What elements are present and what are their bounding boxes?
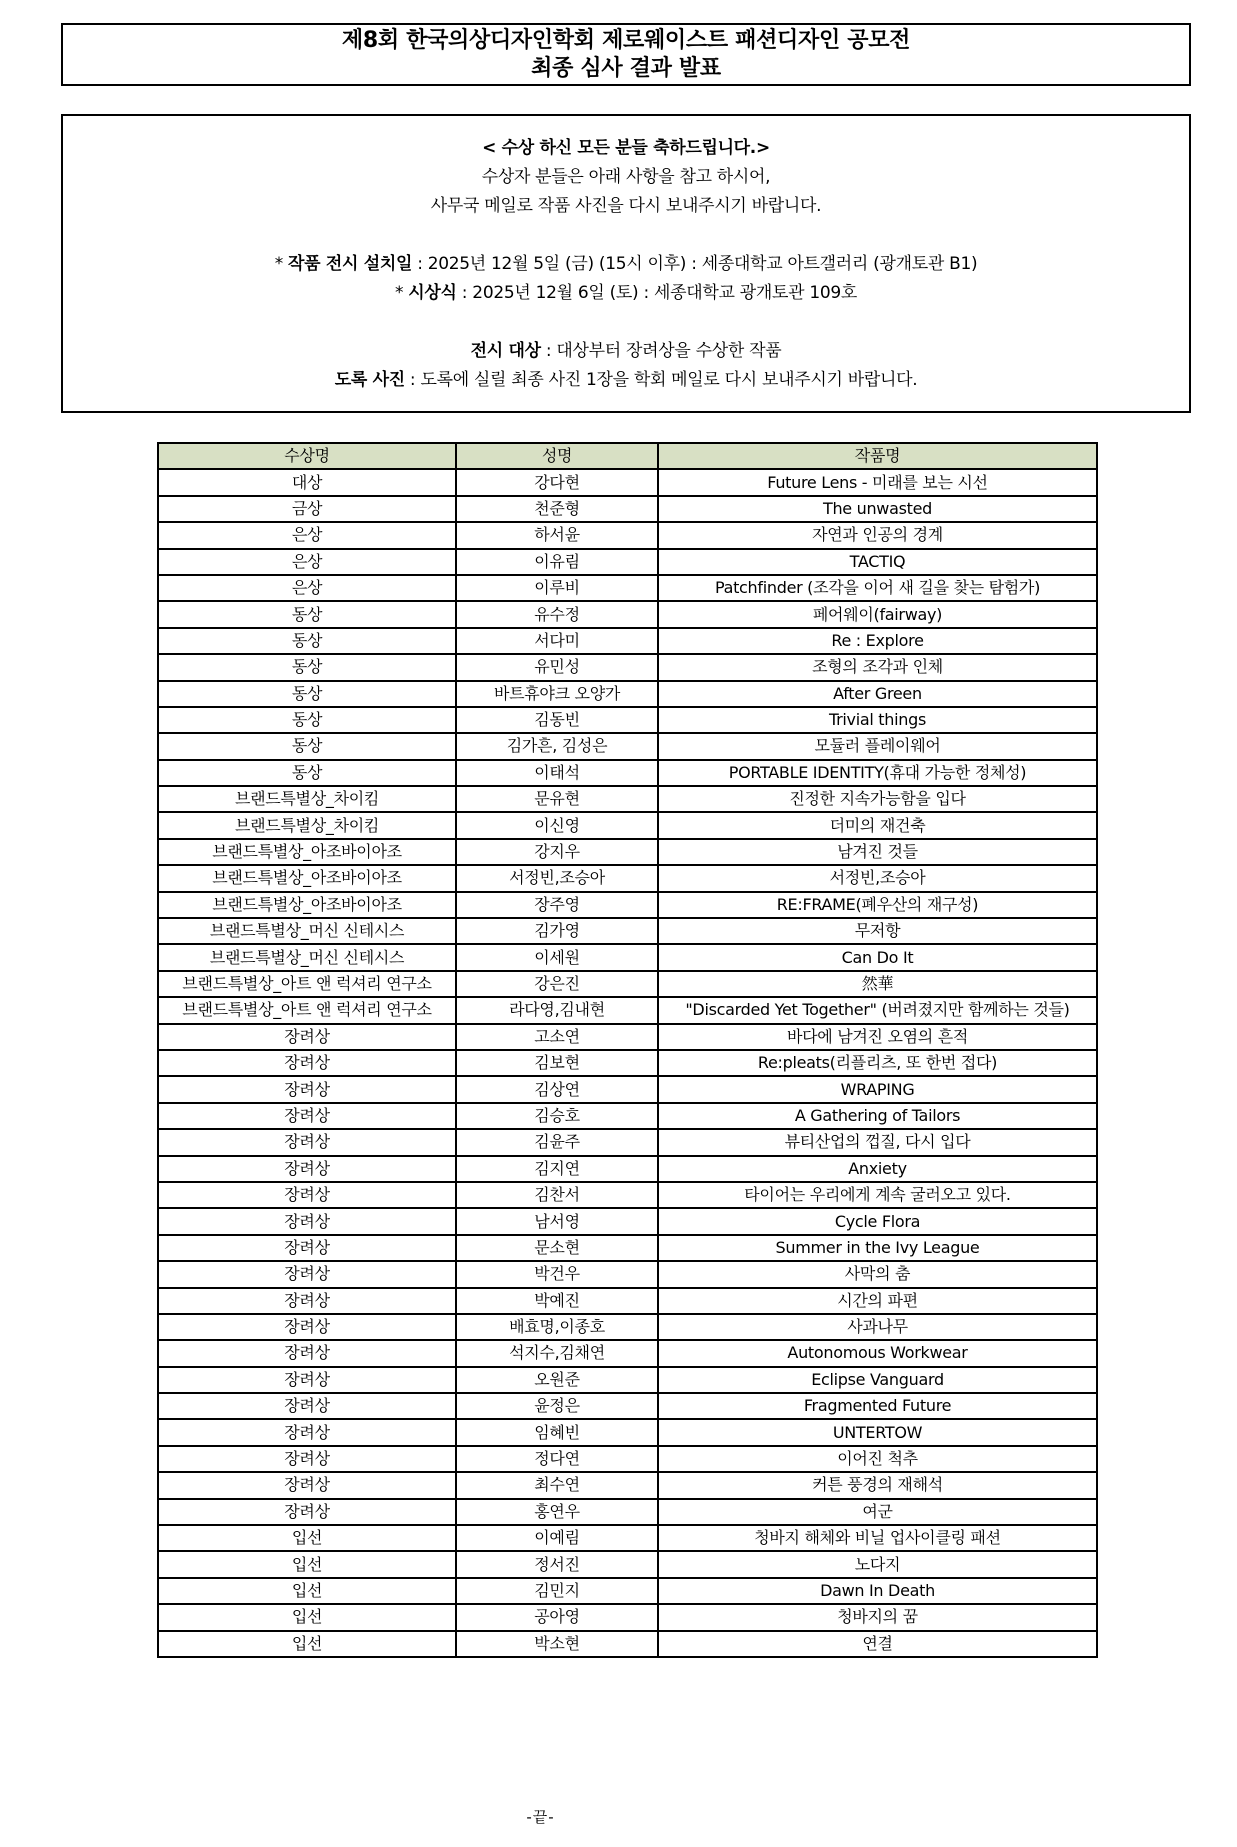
congrats-heading: < 수상 하신 모든 분들 축하드립니다.> (482, 138, 770, 158)
table-row (158, 628, 1097, 654)
award-cell: 브랜드특별상_아조바이아조 (158, 892, 456, 918)
name-cell: 이신영 (456, 812, 658, 838)
name-cell: 김승호 (456, 1103, 658, 1129)
table-row (158, 1076, 1097, 1102)
award-cell: 브랜드특별상_아트 앤 럭셔리 연구소 (158, 997, 456, 1023)
work-title-cell: Cycle Flora (658, 1208, 1097, 1234)
exhibit-target-value: : 대상부터 장려상을 수상한 작품 (540, 341, 782, 361)
work-title-cell: 사막의 춤 (658, 1261, 1097, 1287)
award-cell: 장려상 (158, 1024, 456, 1050)
table-row (158, 786, 1097, 812)
table-row (158, 733, 1097, 759)
award-cell: 장려상 (158, 1182, 456, 1208)
award-cell: 동상 (158, 733, 456, 759)
work-title-cell: PORTABLE IDENTITY(휴대 가능한 정체성) (658, 760, 1097, 786)
award-cell: 은상 (158, 522, 456, 548)
award-cell: 장려상 (158, 1340, 456, 1366)
table-row (158, 1604, 1097, 1630)
award-cell: 브랜드특별상_차이킴 (158, 786, 456, 812)
name-cell: 홍연우 (456, 1499, 658, 1525)
spacer (63, 221, 1189, 250)
name-cell: 정서진 (456, 1551, 658, 1577)
award-cell: 장려상 (158, 1419, 456, 1445)
work-title-cell: A Gathering of Tailors (658, 1103, 1097, 1129)
award-cell: 장려상 (158, 1446, 456, 1472)
table-row (158, 1314, 1097, 1340)
name-cell: 김민지 (456, 1578, 658, 1604)
name-cell: 박건우 (456, 1261, 658, 1287)
work-title-cell: Trivial things (658, 707, 1097, 733)
award-cell: 입선 (158, 1551, 456, 1577)
work-title-cell: Re : Explore (658, 628, 1097, 654)
name-cell: 강지우 (456, 839, 658, 865)
table-row (158, 1446, 1097, 1472)
award-cell: 장려상 (158, 1393, 456, 1419)
name-cell: 김지연 (456, 1156, 658, 1182)
name-cell: 배효명,이종호 (456, 1314, 658, 1340)
name-cell: 강다현 (456, 469, 658, 495)
name-cell: 석지수,김채연 (456, 1340, 658, 1366)
award-cell: 장려상 (158, 1261, 456, 1287)
award-cell: 장려상 (158, 1288, 456, 1314)
work-title-cell: Summer in the Ivy League (658, 1235, 1097, 1261)
work-title-cell: WRAPING (658, 1076, 1097, 1102)
work-title-cell: Autonomous Workwear (658, 1340, 1097, 1366)
award-cell: 동상 (158, 707, 456, 733)
table-row (158, 944, 1097, 970)
exhibit-target-line (63, 337, 1189, 366)
name-cell: 천준형 (456, 496, 658, 522)
award-cell: 동상 (158, 628, 456, 654)
column-header-name: 성명 (456, 443, 658, 469)
name-cell: 김상연 (456, 1076, 658, 1102)
name-cell: 임혜빈 (456, 1419, 658, 1445)
spacer (63, 308, 1189, 337)
table-row (158, 812, 1097, 838)
work-title-cell: 페어웨이(fairway) (658, 601, 1097, 627)
award-cell: 동상 (158, 654, 456, 680)
award-cell: 장려상 (158, 1156, 456, 1182)
title-line-2: 최종 심사 결과 발표 (531, 55, 721, 81)
award-cell: 장려상 (158, 1314, 456, 1340)
work-title-cell: 서정빈,조승아 (658, 865, 1097, 891)
column-header-work-title: 작품명 (658, 443, 1097, 469)
table-row (158, 1499, 1097, 1525)
table-row (158, 549, 1097, 575)
work-title-cell: 여군 (658, 1499, 1097, 1525)
work-title-cell: Can Do It (658, 944, 1097, 970)
results-table (157, 442, 1098, 1658)
table-row (158, 1578, 1097, 1604)
table-row (158, 1525, 1097, 1551)
name-cell: 박소현 (456, 1631, 658, 1657)
table-row (158, 601, 1097, 627)
work-title-cell: 이어진 척추 (658, 1446, 1097, 1472)
work-title-cell: 뷰티산업의 껍질, 다시 입다 (658, 1129, 1097, 1155)
table-row (158, 1156, 1097, 1182)
catalog-photo-value: : 도록에 실릴 최종 사진 1장을 학회 메일로 다시 보내주시기 바랍니다. (404, 370, 918, 390)
install-date-line: * 작품 전시 설치일 : 2025년 12월 5일 (금) (15시 이후) : 세종대학교 아트갤러리 (광개토관 B1) (274, 254, 978, 274)
table-row (158, 496, 1097, 522)
work-title-cell: RE:FRAME(폐우산의 재구성) (658, 892, 1097, 918)
table-row (158, 971, 1097, 997)
award-cell: 브랜드특별상_머신 신테시스 (158, 944, 456, 970)
award-cell: 입선 (158, 1631, 456, 1657)
name-cell: 윤정은 (456, 1393, 658, 1419)
table-row (158, 654, 1097, 680)
award-cell: 입선 (158, 1578, 456, 1604)
award-cell: 대상 (158, 469, 456, 495)
name-cell: 정다연 (456, 1446, 658, 1472)
award-cell: 동상 (158, 681, 456, 707)
work-title-cell: 남겨진 것들 (658, 839, 1097, 865)
award-cell: 장려상 (158, 1367, 456, 1393)
table-row (158, 1208, 1097, 1234)
work-title-cell: 더미의 재건축 (658, 812, 1097, 838)
table-row (158, 1235, 1097, 1261)
table-row (158, 1288, 1097, 1314)
instruction-line-1: 수상자 분들은 아래 사항을 참고 하시어, (481, 167, 771, 187)
title-box (61, 23, 1191, 86)
name-cell: 유수정 (456, 601, 658, 627)
table-row (158, 1129, 1097, 1155)
table-row (158, 865, 1097, 891)
table-row (158, 707, 1097, 733)
award-cell: 장려상 (158, 1129, 456, 1155)
name-cell: 김가영 (456, 918, 658, 944)
work-title-cell: 사과나무 (658, 1314, 1097, 1340)
award-cell: 장려상 (158, 1076, 456, 1102)
table-header-row (158, 443, 1097, 469)
name-cell: 이세원 (456, 944, 658, 970)
name-cell: 바트휴야크 오양가 (456, 681, 658, 707)
work-title-cell: 청바지 해체와 비닐 업사이클링 패션 (658, 1525, 1097, 1551)
name-cell: 강은진 (456, 971, 658, 997)
name-cell: 남서영 (456, 1208, 658, 1234)
work-title-cell: 청바지의 꿈 (658, 1604, 1097, 1630)
work-title-cell: 자연과 인공의 경계 (658, 522, 1097, 548)
column-header-award: 수상명 (158, 443, 456, 469)
name-cell: 이루비 (456, 575, 658, 601)
name-cell: 박예진 (456, 1288, 658, 1314)
table-row (158, 1393, 1097, 1419)
award-cell: 은상 (158, 549, 456, 575)
table-row (158, 1631, 1097, 1657)
name-cell: 김동빈 (456, 707, 658, 733)
work-title-cell: Dawn In Death (658, 1578, 1097, 1604)
catalog-photo-line (63, 366, 1189, 395)
ceremony-line: * 시상식 : 2025년 12월 6일 (토) : 세종대학교 광개토관 109호 (394, 283, 857, 303)
award-cell: 브랜드특별상_아조바이아조 (158, 865, 456, 891)
table-row (158, 1419, 1097, 1445)
name-cell: 이예림 (456, 1525, 658, 1551)
award-cell: 브랜드특별상_차이킴 (158, 812, 456, 838)
award-cell: 입선 (158, 1525, 456, 1551)
name-cell: 김찬서 (456, 1182, 658, 1208)
catalog-photo-label: 도록 사진 (334, 370, 405, 390)
name-cell: 김보현 (456, 1050, 658, 1076)
award-cell: 장려상 (158, 1499, 456, 1525)
award-cell: 브랜드특별상_아조바이아조 (158, 839, 456, 865)
award-cell: 브랜드특별상_머신 신테시스 (158, 918, 456, 944)
table-row (158, 1182, 1097, 1208)
work-title-cell: 然華 (658, 971, 1097, 997)
install-date-label: 작품 전시 설치일 (288, 254, 413, 274)
name-cell: 공아영 (456, 1604, 658, 1630)
award-cell: 동상 (158, 760, 456, 786)
work-title-cell: Future Lens - 미래를 보는 시선 (658, 469, 1097, 495)
name-cell: 라다영,김내현 (456, 997, 658, 1023)
name-cell: 오원준 (456, 1367, 658, 1393)
table-row (158, 522, 1097, 548)
work-title-cell: 커튼 풍경의 재해석 (658, 1472, 1097, 1498)
table-row (158, 469, 1097, 495)
award-cell: 장려상 (158, 1208, 456, 1234)
award-cell: 장려상 (158, 1235, 456, 1261)
award-cell: 입선 (158, 1604, 456, 1630)
work-title-cell: Patchfinder (조각을 이어 새 길을 찾는 탐험가) (658, 575, 1097, 601)
name-cell: 문유현 (456, 786, 658, 812)
work-title-cell: After Green (658, 681, 1097, 707)
name-cell: 하서윤 (456, 522, 658, 548)
work-title-cell: 진정한 지속가능함을 입다 (658, 786, 1097, 812)
table-row (158, 1024, 1097, 1050)
award-cell: 장려상 (158, 1472, 456, 1498)
exhibit-target-label: 전시 대상 (470, 341, 541, 361)
table-row (158, 1261, 1097, 1287)
work-title-cell: The unwasted (658, 496, 1097, 522)
name-cell: 서다미 (456, 628, 658, 654)
results-body (158, 469, 1097, 1657)
table-row (158, 997, 1097, 1023)
name-cell: 이태석 (456, 760, 658, 786)
name-cell: 이유림 (456, 549, 658, 575)
title-line-1: 제8회 한국의상디자인학회 제로웨이스트 패션디자인 공모전 (341, 27, 911, 53)
table-row (158, 1050, 1097, 1076)
table-row (158, 1472, 1097, 1498)
work-title-cell: 시간의 파편 (658, 1288, 1097, 1314)
table-row (158, 760, 1097, 786)
award-cell: 장려상 (158, 1050, 456, 1076)
award-cell: 은상 (158, 575, 456, 601)
info-box (61, 114, 1191, 413)
name-cell: 서정빈,조승아 (456, 865, 658, 891)
work-title-cell: Anxiety (658, 1156, 1097, 1182)
name-cell: 고소연 (456, 1024, 658, 1050)
name-cell: 유민성 (456, 654, 658, 680)
award-cell: 동상 (158, 601, 456, 627)
work-title-cell: 바다에 남겨진 오염의 흔적 (658, 1024, 1097, 1050)
work-title-cell: 무저항 (658, 918, 1097, 944)
table-row (158, 1103, 1097, 1129)
name-cell: 김윤주 (456, 1129, 658, 1155)
table-row (158, 681, 1097, 707)
name-cell: 최수연 (456, 1472, 658, 1498)
work-title-cell: TACTIQ (658, 549, 1097, 575)
table-row (158, 575, 1097, 601)
table-row (158, 839, 1097, 865)
award-cell: 장려상 (158, 1103, 456, 1129)
work-title-cell: UNTERTOW (658, 1419, 1097, 1445)
name-cell: 김가흔, 김성은 (456, 733, 658, 759)
ceremony-value: : 2025년 12월 6일 (토) : 세종대학교 광개토관 109호 (456, 283, 857, 303)
name-cell: 문소현 (456, 1235, 658, 1261)
work-title-cell: 노다지 (658, 1551, 1097, 1577)
ceremony-label: 시상식 (408, 283, 457, 303)
work-title-cell: 조형의 조각과 인체 (658, 654, 1097, 680)
work-title-cell: Re:pleats(리플리츠, 또 한번 접다) (658, 1050, 1097, 1076)
table-row (158, 1367, 1097, 1393)
table-row (158, 1551, 1097, 1577)
name-cell: 장주영 (456, 892, 658, 918)
end-mark: -끝- (526, 1808, 555, 1826)
work-title-cell: Fragmented Future (658, 1393, 1097, 1419)
instruction-line-2: 사무국 메일로 작품 사진을 다시 보내주시기 바랍니다. (430, 196, 822, 216)
work-title-cell: 연결 (658, 1631, 1097, 1657)
work-title-cell: "Discarded Yet Together" (버려졌지만 함께하는 것들) (658, 997, 1097, 1023)
work-title-cell: 타이어는 우리에게 계속 굴러오고 있다. (658, 1182, 1097, 1208)
table-row (158, 918, 1097, 944)
work-title-cell: 모듈러 플레이웨어 (658, 733, 1097, 759)
install-date-value: : 2025년 12월 5일 (금) (15시 이후) : 세종대학교 아트갤러리 (광개토관 B1) (412, 254, 978, 274)
table-row (158, 892, 1097, 918)
award-cell: 브랜드특별상_아트 앤 럭셔리 연구소 (158, 971, 456, 997)
award-cell: 금상 (158, 496, 456, 522)
work-title-cell: Eclipse Vanguard (658, 1367, 1097, 1393)
table-row (158, 1340, 1097, 1366)
